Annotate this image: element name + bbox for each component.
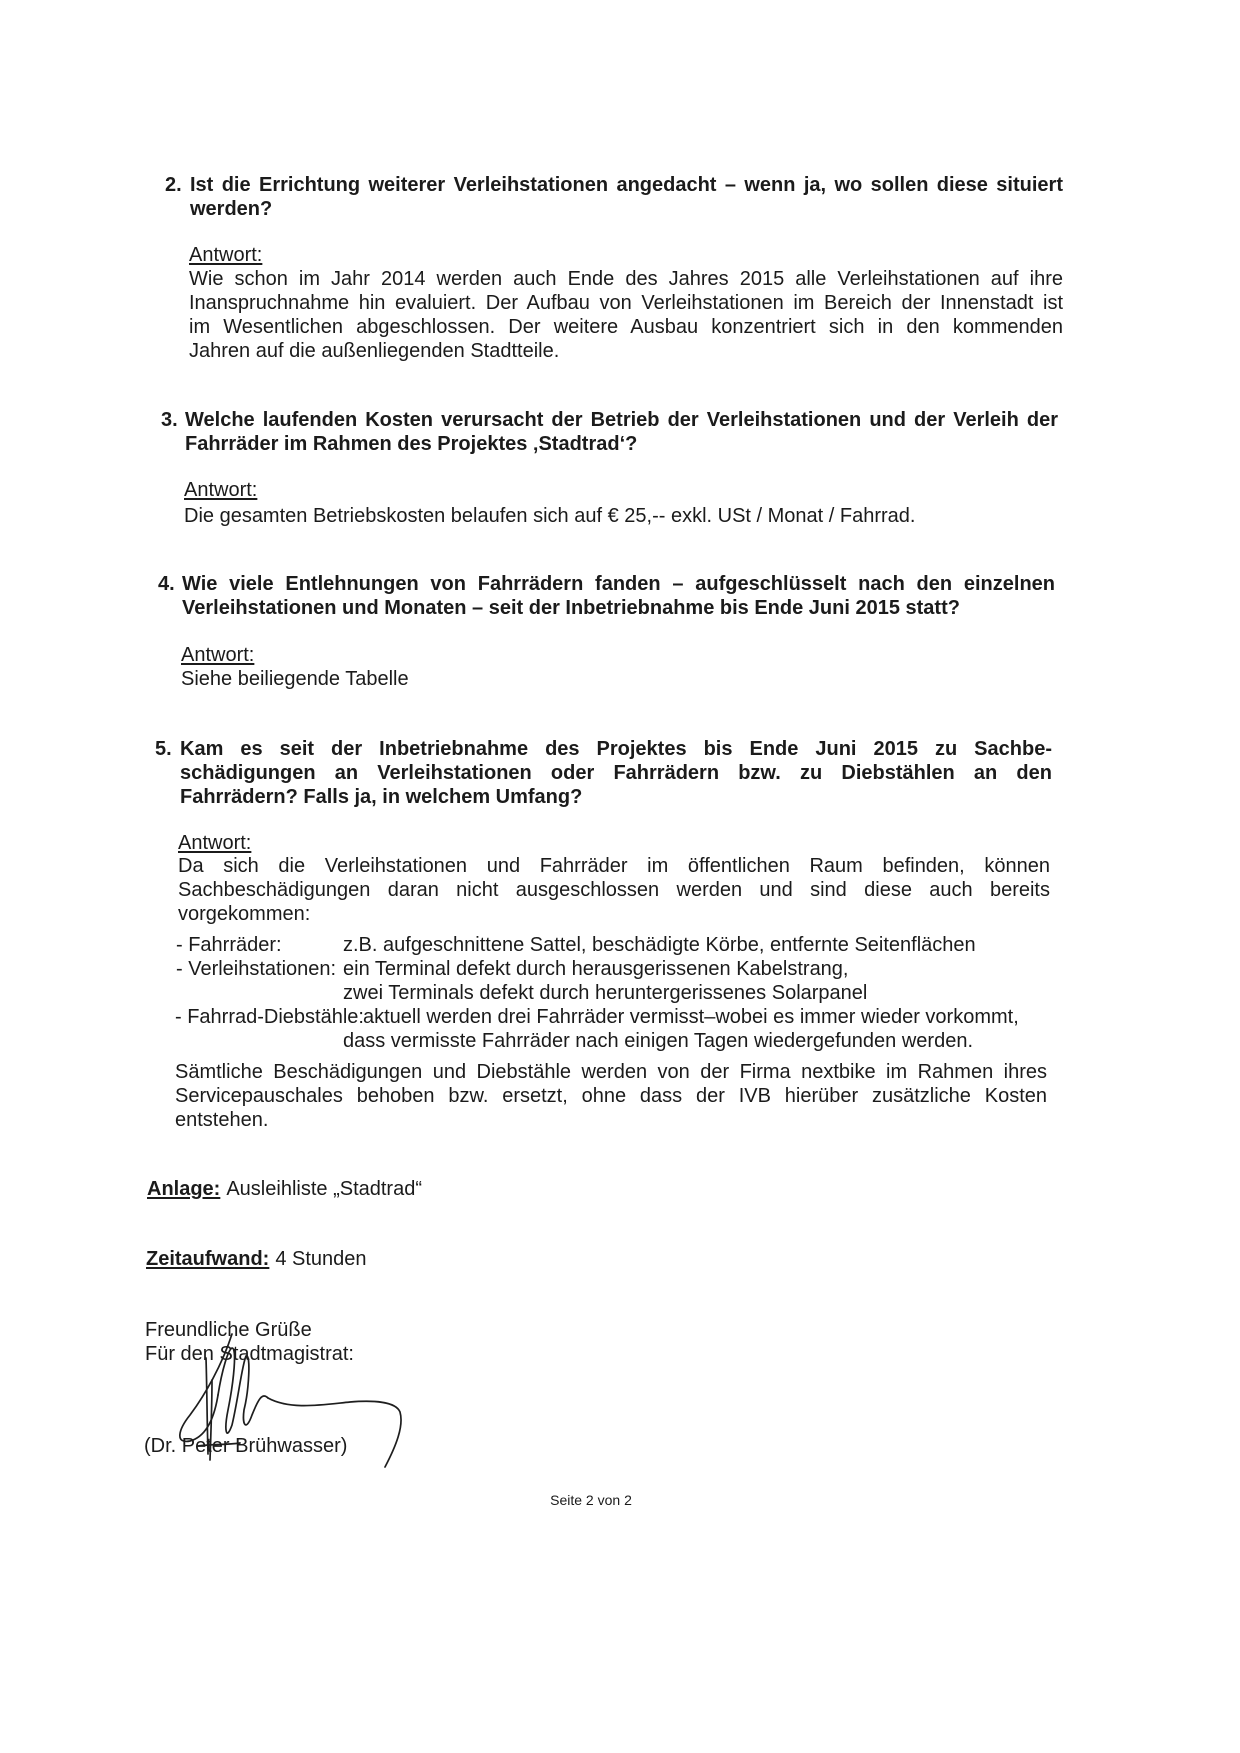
page-number: Seite 2 von 2 — [550, 1492, 632, 1508]
damage-list-line: ein Terminal defekt durch herausgerissenen Kabelstrang, — [343, 958, 849, 980]
damage-list-line: aktuell werden drei Fahrräder vermisst–wobei es immer wieder vorkommt, — [363, 1006, 1019, 1028]
answer-line: vorgekommen: — [178, 903, 311, 925]
question-line: Wie viele Entlehnungen von Fahrrädern fanden – aufgeschlüsselt nach den einzelnen — [182, 573, 1055, 595]
time-effort — [146, 1247, 367, 1271]
answer-label: Antwort: — [184, 479, 258, 501]
answer-line: Servicepauschales behoben bzw. ersetzt, ohne dass der IVB hierüber zusätzliche Kosten — [175, 1085, 1047, 1107]
damage-list-line: z.B. aufgeschnittene Sattel, beschädigte Körbe, entfernte Seitenflächen — [343, 934, 976, 956]
answer-text — [184, 504, 915, 528]
answer-label: Antwort: — [181, 644, 255, 666]
question-text — [185, 408, 1058, 456]
question-number: 2. — [165, 174, 182, 196]
answer-line: Sämtliche Beschädigungen und Diebstähle werden von der Firma nextbike im Rahmen ihres — [175, 1061, 1047, 1083]
answer-line: im Wesentlichen abgeschlossen. Der weitere Ausbau konzentriert sich in den kommenden — [189, 316, 1063, 338]
question-line: Welche laufenden Kosten verursacht der Betrieb der Verleihstationen und der Verleih der — [185, 409, 1058, 431]
question-text — [182, 572, 1055, 620]
attachment-value: Ausleihliste „Stadtrad“ — [226, 1178, 422, 1200]
answer-label: Antwort: — [178, 832, 252, 854]
question-number: 4. — [158, 573, 175, 595]
question-line: Fahrräder im Rahmen des Projektes ‚Stadtrad‘? — [185, 433, 638, 455]
question-number: 5. — [155, 738, 172, 760]
closing-greeting: Freundliche Grüße — [145, 1319, 312, 1341]
answer-line: Wie schon im Jahr 2014 werden auch Ende des Jahres 2015 alle Verleihstationen auf ihre — [189, 268, 1063, 290]
question-line: Ist die Errichtung weiterer Verleihstationen angedacht – wenn ja, wo sollen diese situiert — [190, 174, 1063, 196]
answer-line: Da sich die Verleihstationen und Fahrräder im öffentlichen Raum befinden, können — [178, 855, 1050, 877]
question-line: werden? — [190, 198, 273, 220]
answer-text — [181, 667, 409, 691]
damage-list-item — [176, 933, 1076, 957]
closing-on-behalf: Für den Stadtmagistrat: — [145, 1343, 354, 1365]
answer-line: entstehen. — [175, 1109, 269, 1131]
answer-closing-text — [175, 1060, 1047, 1132]
question-line: Kam es seit der Inbetriebnahme des Projektes bis Ende Juni 2015 zu Sachbe- — [180, 738, 1052, 760]
time-effort-value: 4 Stunden — [275, 1248, 367, 1270]
answer-text — [178, 854, 1050, 926]
question-text — [180, 737, 1052, 809]
question-text — [190, 173, 1063, 221]
answer-line: Siehe beiliegende Tabelle — [181, 668, 409, 690]
damage-list-label: - Fahrrad-Diebstähle: — [175, 1006, 364, 1028]
time-effort-label: Zeitaufwand: — [146, 1248, 270, 1270]
question-number: 3. — [161, 409, 178, 431]
question-line: Fahrrädern? Falls ja, in welchem Umfang? — [180, 786, 583, 808]
answer-text — [189, 267, 1063, 363]
answer-line: Die gesamten Betriebskosten belaufen sich auf € 25,-- exkl. USt / Monat / Fahrrad. — [184, 505, 916, 527]
damage-list-item — [176, 1005, 1076, 1053]
damage-list-label: - Verleihstationen: — [176, 958, 337, 980]
damage-list-item — [176, 957, 1076, 1005]
answer-line: Inanspruchnahme hin evaluiert. Der Aufbau von Verleihstationen im Bereich der Innenstadt ist — [189, 292, 1063, 314]
answer-line: Sachbeschädigungen daran nicht ausgeschlossen werden und sind diese auch bereits — [178, 879, 1050, 901]
damage-list-line: dass vermisste Fahrräder nach einigen Tagen wiedergefunden werden. — [343, 1030, 974, 1052]
attachment-label: Anlage: — [147, 1178, 221, 1200]
damage-list-line: zwei Terminals defekt durch heruntergerissenes Solarpanel — [343, 982, 868, 1004]
answer-label: Antwort: — [189, 244, 263, 266]
damage-list — [176, 933, 1076, 1053]
answer-line: Jahren auf die außenliegenden Stadtteile. — [189, 340, 560, 362]
damage-list-label: - Fahrräder: — [176, 934, 282, 956]
signatory-name: (Dr. Peter Brühwasser) — [144, 1435, 348, 1457]
question-line: Verleihstationen und Monaten – seit der Inbetriebnahme bis Ende Juni 2015 statt? — [182, 597, 960, 619]
question-line: schädigungen an Verleihstationen oder Fahrrädern bzw. zu Diebstählen an den — [180, 762, 1052, 784]
attachment — [147, 1177, 422, 1201]
